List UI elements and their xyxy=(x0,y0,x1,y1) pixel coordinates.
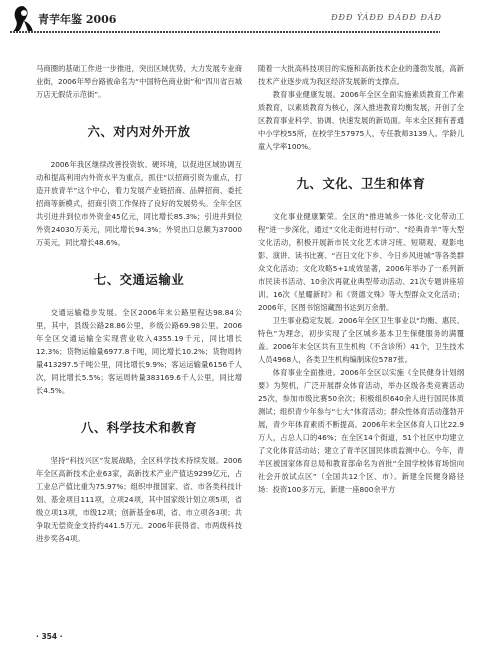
left-column xyxy=(36,62,242,545)
section-7-paragraph: 交通运输稳步发展。全区2006年末公路里程达98.84公里，其中，县级公路28.86公里，乡级公路69.98公里。2006年全区交通运输全实现营业收入4355.19千元，同比增长12.3%；货物运输量6977.8千吨，同比增长10.2%；货物周转量413297.5千吨公里，同比增长9.9%；客运运输量6156千人次，同比增长5.5%；客运周转量383169.6千人公里，同比增长4.5%。 xyxy=(36,308,242,395)
page-number: · 354 · xyxy=(36,632,63,641)
section-8-title: 八、科学技术和教育 xyxy=(80,420,197,435)
section-9-title: 九、文化、卫生和体育 xyxy=(296,176,426,191)
yearbook-logo-icon xyxy=(10,4,36,34)
header-title: 青芋年鉴 2006 xyxy=(38,13,117,26)
sports-paragraph: 体育事业全面推进。2006年全区以实施《全民健身计划纲要》为契机，广泛开展群众体育活动，举办区级各类竞赛活动25次，参加市级比赛50余次；积极组织640余人进行国民体质测试；组织青少年参与“七大”体育活动；群众性体育活动蓬勃开展，青少年体育素质不断提高。2006年末全区体育人口比22.9万人，占总人口的46%；在全区14个街道，51个社区中均建立了文化体育活动站；建立了青羊区国民体质监测中心。今年，青羊区被国家体育总局和教育部命名为首批“全国学校体育场馆向社会开放试点区”（全国共12个区、市）。新建全民健身路径场：投资100多万元，新建一座800余平方 xyxy=(258,368,464,494)
right-column xyxy=(258,62,464,496)
section-7-title: 七、交通运输业 xyxy=(93,272,185,287)
page-header xyxy=(0,0,480,40)
header-divider xyxy=(10,31,440,33)
culture-paragraph: 文化事业健康繁荣。全区的“推进城乡一体化·文化带动工程”进一步深化，通过“文化走街进村行动”、“经典青羊”等大型文化活动，积极开展新市民文化艺术讲习班、短期观、观影电影、演讲、读书比赛、“百日文化下乡、今日乡风进城”等各类群众文化活动；文化攻略5+1成效显著，2006年举办了一系列新市民读书活动、10余次再就业典型带动活动、21次专题讲座培训、16次《星耀新时》和《贤德文殊》等大型群众文化活动；2006年，区图书馆馆藏图书达到万余册。 xyxy=(258,212,464,312)
section-8-paragraph: 坚持“科技兴区”发展战略，全区科学技术持续发展。2006年全区高新技术企业63家，高新技术产业产值达9299亿元，占工业总产值比重为75.97%；组织申报国家、省、市各类科技计划、基金项目111项，立项24项，其中国家级计划立项5项，省级立项13项，市级12项；创新基金6项，省、市立项各3项；共争取无偿资金支持约441.5万元。2006年获得省、市两级科技进步奖各4项。 xyxy=(36,456,242,543)
health-paragraph: 卫生事业稳定发展。2006年全区卫生事业以“均衡、惠民、特色”为理念，初步实现了全区城乡基本卫生保健服务的满覆盖。2006年末全区共有卫生机构（不含诊所）41个，卫生技术人员4968人，各类卫生机构编制床位5787张。 xyxy=(258,316,464,364)
tech-paragraph: 随着一大批高科技项目的实施和高新技术企业的蓬勃发展，高新技术产业逐步成为我区经济发展新的支撑点。 xyxy=(258,64,464,86)
education-paragraph: 教育事业健康发展。2006年全区全面实施素质教育工作素质教育，以素质教育为核心，深入推进教育均衡发展，开创了全区教育事业科学、协调、快速发展的新局面。年末全区拥有普通中小学校55所，在校学生57975人，专任教师3139人。学龄儿童入学率100%。 xyxy=(258,90,464,151)
section-6-paragraph: 2006年我区继续改善投资软、硬环境，以促进区域协调互动和提高利用内外资水平为重点，抓住“以招商引资为重点，打造开放青羊”这个中心，着力发展产业链招商、品牌招商、委托招商等新模式，招商引资工作保持了良好的发展势头。全年全区共引进并到位市外资金45亿元，同比增长85.3%；引进并到位外资24030万美元，同比增长94.3%；外贸出口总额为37000万美元，同比增长48.6%。 xyxy=(36,160,242,247)
header-right-text: ÐÐÐ ÝÁÐÐ ÐÁÐÐ ÐÁÐ xyxy=(331,13,442,22)
intro-paragraph: 马商圈的基础工作进一步推进，突出区域优势，大力发展专业商业街，2006年琴台路被命名为“中国特色商业街”和“四川省百城万店无假货示范街”。 xyxy=(36,64,242,99)
section-6-title: 六、对内对外开放 xyxy=(87,124,191,139)
